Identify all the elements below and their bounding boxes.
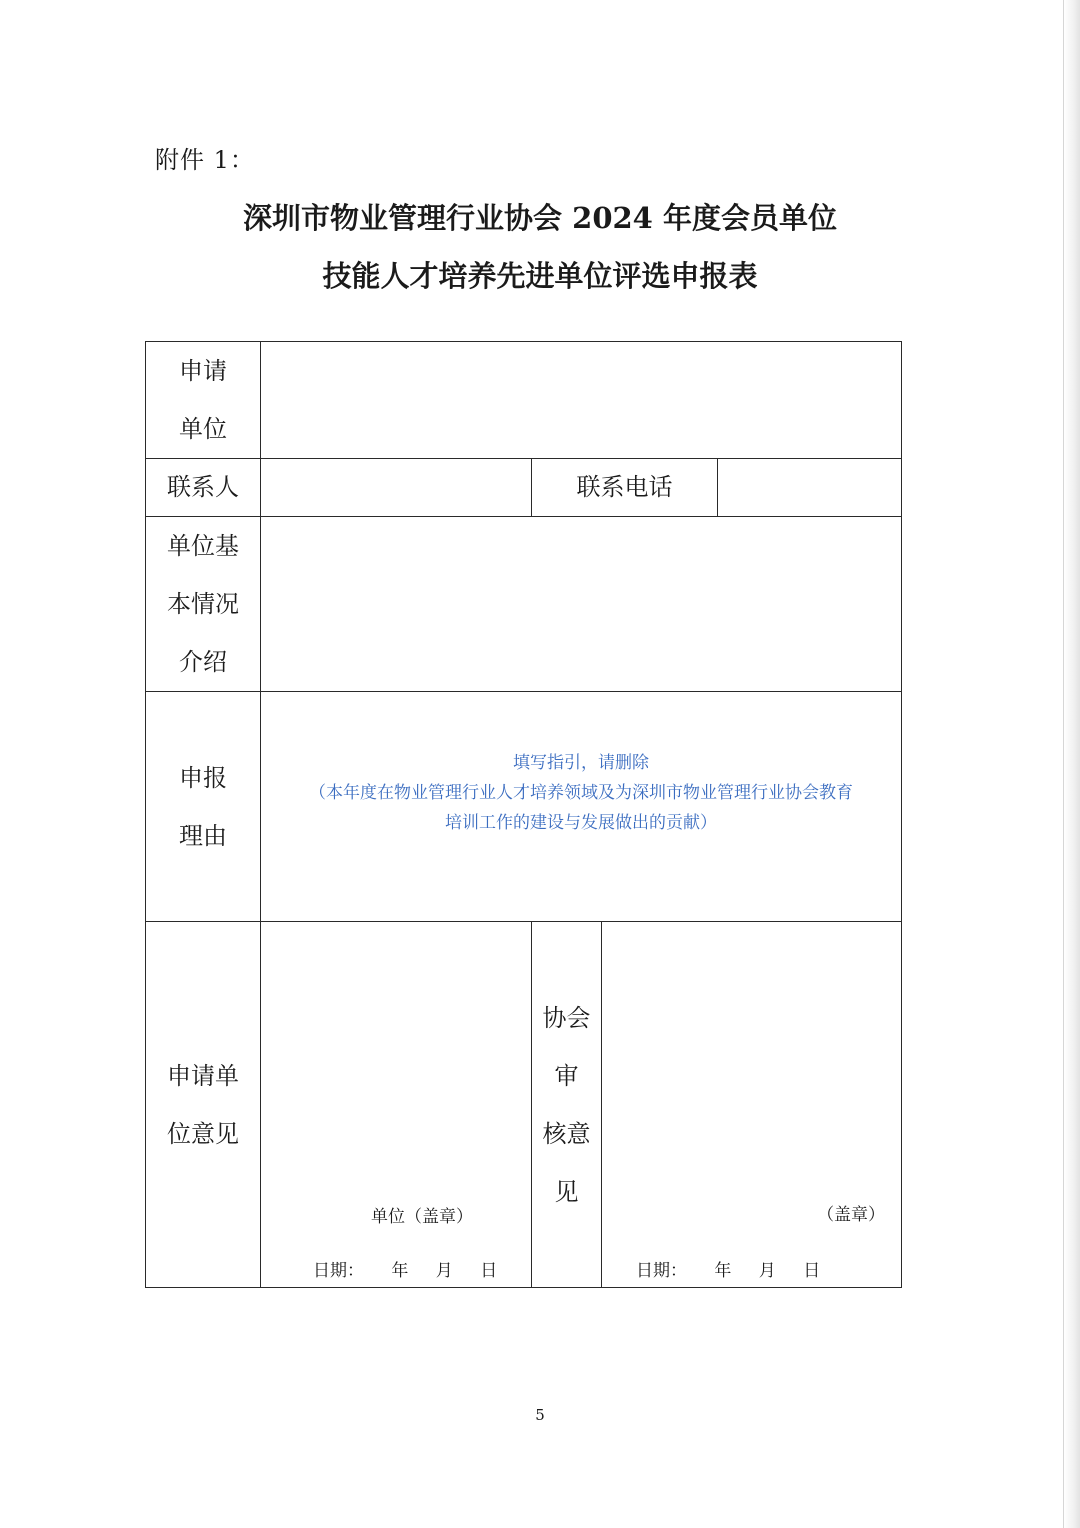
guide-line-2: （本年度在物业管理行业人才培养领域及为深圳市物业管理行业协会教育 — [309, 783, 854, 803]
applicant-unit-label: 申请 单位 — [146, 342, 261, 459]
guide-line-1: 填写指引，请删除 — [513, 753, 650, 773]
reason-field[interactable] — [261, 692, 902, 922]
row-reason — [146, 692, 902, 922]
association-stamp-label: （盖章） — [817, 1204, 886, 1225]
page-number: 5 — [535, 1406, 545, 1424]
contact-person-field[interactable] — [261, 459, 532, 517]
row-basic-info — [146, 517, 902, 692]
row-contact — [146, 459, 902, 517]
fill-guide-text — [261, 748, 901, 838]
association-date-line: 日期： 年 月 日 — [636, 1260, 821, 1281]
basic-info-field[interactable] — [261, 517, 902, 692]
basic-info-label: 单位基 本情况 介绍 — [146, 517, 261, 692]
applicant-opinion-label: 申请单 位意见 — [146, 922, 261, 1288]
contact-person-label: 联系人 — [146, 459, 261, 517]
association-opinion-field[interactable] — [602, 922, 902, 1288]
row-opinions — [146, 922, 902, 1288]
guide-line-3: 培训工作的建设与发展做出的贡献） — [445, 813, 718, 833]
contact-phone-field[interactable] — [718, 459, 902, 517]
form-title-line-2: 技能人才培养先进单位评选申报表 — [322, 259, 758, 293]
row-applicant-unit — [146, 342, 902, 459]
applicant-opinion-field[interactable] — [261, 922, 532, 1288]
applicant-stamp-label: 单位（盖章） — [371, 1206, 473, 1227]
application-form-table — [145, 341, 902, 1288]
attachment-label: 附件 1： — [155, 146, 255, 174]
association-opinion-label: 协会审 核意见 — [532, 922, 602, 1288]
applicant-unit-field[interactable] — [261, 342, 902, 459]
reason-label: 申报 理由 — [146, 692, 261, 922]
applicant-date-line: 日期： 年 月 日 — [313, 1260, 498, 1281]
form-title-line-1: 深圳市物业管理行业协会 2024 年度会员单位 — [243, 201, 837, 235]
contact-phone-label: 联系电话 — [532, 459, 718, 517]
